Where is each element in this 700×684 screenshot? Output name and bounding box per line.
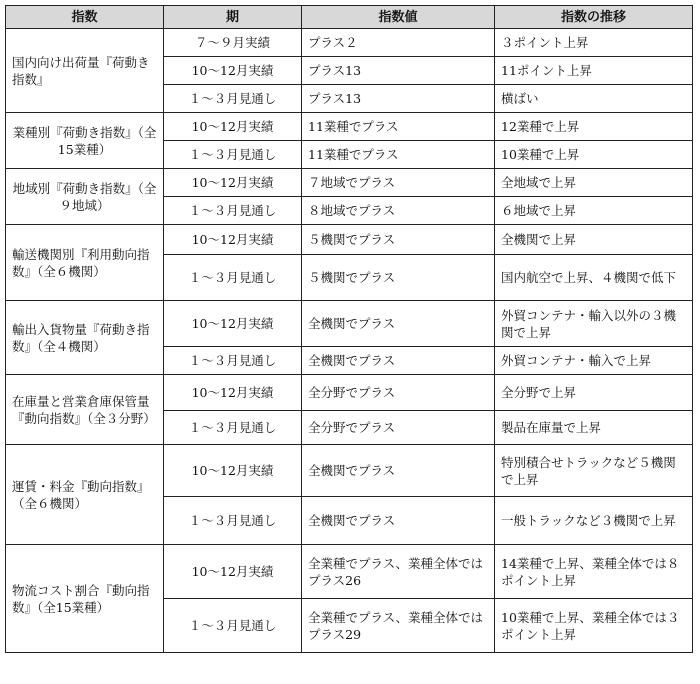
header-value: 指数値 [302, 6, 495, 29]
value-cell: 全分野でプラス [302, 411, 495, 445]
header-period: 期 [164, 6, 302, 29]
trend-cell: 全地域で上昇 [495, 169, 693, 197]
category-cell: 物流コスト割合『動向指数』（全15業種） [6, 545, 164, 653]
trend-cell: 横ばい [495, 85, 693, 113]
trend-cell: 特別積合せトラックなど５機関で上昇 [495, 445, 693, 497]
trend-cell: 全分野で上昇 [495, 375, 693, 411]
trend-cell: 10業種で上昇、業種全体では３ポイント上昇 [495, 599, 693, 653]
trend-cell: 全機関で上昇 [495, 225, 693, 255]
period-cell: １～３月見通し [164, 411, 302, 445]
value-cell: 全業種でプラス、業種全体ではプラス29 [302, 599, 495, 653]
value-cell: 全分野でプラス [302, 375, 495, 411]
header-index: 指数 [6, 6, 164, 29]
category-cell: 地域別『荷動き指数』（全９地域） [6, 169, 164, 225]
table-row [6, 445, 693, 497]
header-row [6, 6, 693, 29]
value-cell: ５機関でプラス [302, 225, 495, 255]
category-cell: 業種別『荷動き指数』（全15業種） [6, 113, 164, 169]
value-cell: 全機関でプラス [302, 347, 495, 375]
index-table [5, 5, 693, 653]
table-row [6, 545, 693, 599]
value-cell: ８地域でプラス [302, 197, 495, 225]
value-cell: 全機関でプラス [302, 445, 495, 497]
period-cell: 10～12月実績 [164, 169, 302, 197]
value-cell: ７地域でプラス [302, 169, 495, 197]
trend-cell: 国内航空で上昇、４機関で低下 [495, 255, 693, 301]
table-row [6, 225, 693, 255]
category-cell: 輸出入貨物量『荷動き指数』（全４機関） [6, 301, 164, 375]
value-cell: 全機関でプラス [302, 301, 495, 347]
trend-cell: ３ポイント上昇 [495, 29, 693, 57]
period-cell: １～３月見通し [164, 599, 302, 653]
period-cell: 10～12月実績 [164, 545, 302, 599]
period-cell: ７～９月実績 [164, 29, 302, 57]
value-cell: 11業種でプラス [302, 113, 495, 141]
value-cell: プラス13 [302, 85, 495, 113]
trend-cell: 外貿コンテナ・輸入で上昇 [495, 347, 693, 375]
value-cell: 11業種でプラス [302, 141, 495, 169]
period-cell: １～３月見通し [164, 347, 302, 375]
category-cell: 運賃・料金『動向指数』（全６機関） [6, 445, 164, 545]
category-cell: 国内向け出荷量『荷動き指数』 [6, 29, 164, 113]
category-cell: 輸送機関別『利用動向指数』（全６機関） [6, 225, 164, 301]
period-cell: 10～12月実績 [164, 375, 302, 411]
period-cell: １～３月見通し [164, 141, 302, 169]
trend-cell: 一般トラックなど３機関で上昇 [495, 497, 693, 545]
category-cell: 在庫量と営業倉庫保管量『動向指数』（全３分野） [6, 375, 164, 445]
trend-cell: 11ポイント上昇 [495, 57, 693, 85]
header-trend: 指数の推移 [495, 6, 693, 29]
value-cell: プラス13 [302, 57, 495, 85]
table-row [6, 113, 693, 141]
table-row [6, 375, 693, 411]
trend-cell: 14業種で上昇、業種全体では８ポイント上昇 [495, 545, 693, 599]
period-cell: 10～12月実績 [164, 57, 302, 85]
period-cell: １～３月見通し [164, 497, 302, 545]
trend-cell: ６地域で上昇 [495, 197, 693, 225]
table-row [6, 29, 693, 57]
table-row [6, 169, 693, 197]
table-row [6, 301, 693, 347]
trend-cell: 12業種で上昇 [495, 113, 693, 141]
trend-cell: 製品在庫量で上昇 [495, 411, 693, 445]
trend-cell: 外貿コンテナ・輸入以外の３機関で上昇 [495, 301, 693, 347]
period-cell: 10～12月実績 [164, 445, 302, 497]
period-cell: １～３月見通し [164, 85, 302, 113]
trend-cell: 10業種で上昇 [495, 141, 693, 169]
value-cell: ５機関でプラス [302, 255, 495, 301]
period-cell: １～３月見通し [164, 255, 302, 301]
period-cell: 10～12月実績 [164, 225, 302, 255]
value-cell: プラス２ [302, 29, 495, 57]
value-cell: 全業種でプラス、業種全体ではプラス26 [302, 545, 495, 599]
period-cell: １～３月見通し [164, 197, 302, 225]
period-cell: 10～12月実績 [164, 113, 302, 141]
value-cell: 全機関でプラス [302, 497, 495, 545]
period-cell: 10～12月実績 [164, 301, 302, 347]
